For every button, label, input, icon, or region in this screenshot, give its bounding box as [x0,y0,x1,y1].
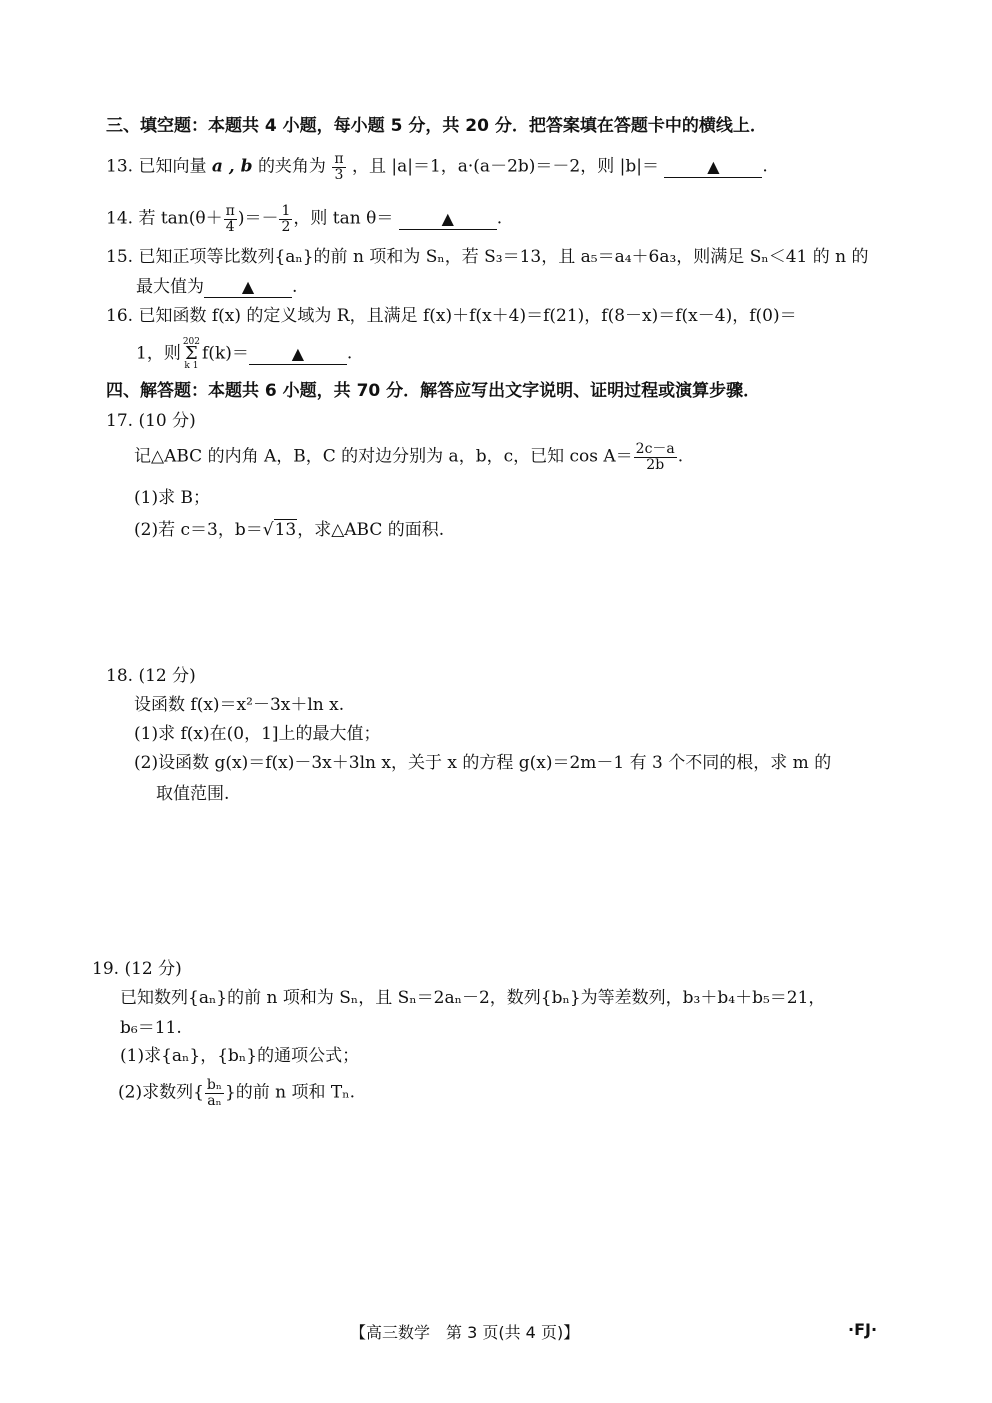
question-18-head: 18. (12 分) [106,666,196,686]
q14-fraction-1 [224,204,237,234]
q17-p2-post: ，求△ABC 的面积. [297,520,445,540]
q14-frac2-num: 1 [281,203,291,219]
q13-frac-num: π [334,151,344,167]
sqrt-icon: √13 [262,520,297,540]
q13-vars: a , b [211,156,253,177]
triangle-icon: ▲ [441,208,454,228]
question-17-stem [134,442,683,472]
q16-line2-prefix: 1，则 [136,343,181,364]
question-15-line-2 [136,277,297,298]
q14-frac1-num: π [225,203,235,219]
triangle-icon: ▲ [707,156,720,176]
q13-mid: 的夹角为 [257,156,326,177]
q19-fraction [205,1078,224,1108]
q16-summation [183,338,200,370]
question-17-head: 17. (10 分) [106,411,196,431]
q19-frac-den: aₙ [207,1092,222,1109]
q14-answer-blank[interactable] [399,209,497,230]
q17-p2-prefix: (2)若 c＝3，b＝ [134,520,263,540]
question-19-stem-line-1: 已知数列{aₙ}的前 n 项和为 Sₙ，且 Sₙ＝2aₙ－2，数列{bₙ}为等差数列，b₃＋b₄＋b₅＝21， [120,988,826,1008]
sigma-icon: Σ [185,343,198,365]
question-18-part-2-line-2: 取值范围. [156,784,230,804]
q14-post: ，则 tan θ＝ [293,208,394,229]
question-19-part-2 [118,1078,355,1108]
q19-p2-post: }的前 n 项和 Tₙ. [224,1082,356,1103]
footer-tag: ·FJ· [848,1320,878,1339]
q17-fraction [634,442,677,472]
question-15-line-1: 15. 已知正项等比数列{aₙ}的前 n 项和为 Sₙ，若 S₃＝13，且 a₅＝a₄＋6a₃，则满足 Sₙ＜41 的 n 的 [106,247,869,267]
sum-lower-limit: k 1 [184,361,199,372]
q14-prefix: 14. 若 tan(θ＋ [106,208,223,229]
question-13 [106,152,768,182]
q16-line2-mid: f(k)＝ [202,343,249,364]
question-16-line-1: 16. 已知函数 f(x) 的定义域为 R，且满足 f(x)＋f(x＋4)＝f(21)，f(8－x)＝f(x－4)，f(0)＝ [106,306,797,326]
q15-answer-blank[interactable] [204,277,292,298]
q17-frac-num: 2c－a [635,441,675,457]
q17-frac-den: 2b [646,456,665,473]
question-19-part-1: (1)求{aₙ}，{bₙ}的通项公式； [120,1046,360,1066]
triangle-icon: ▲ [241,277,255,296]
question-19-stem-line-2: b₆＝11. [120,1018,182,1038]
q17-stem-prefix: 记△ABC 的内角 A，B，C 的对边分别为 a，b，c，已知 cos A＝ [134,446,633,467]
q19-p2-prefix: (2)求数列{ [118,1082,204,1103]
q16-end: . [346,343,353,364]
q13-post: ，且 |a|＝1，a·(a－2b)＝－2，则 |b|＝ [351,156,659,177]
question-19-head: 19. (12 分) [92,959,182,979]
q14-frac2-den: 2 [281,218,291,235]
q16-answer-blank[interactable] [249,344,347,365]
question-17-part-2 [134,520,444,540]
q17-radicand: 13 [274,520,297,540]
sum-upper-limit: 202 [182,337,201,347]
q13-prefix: 13. 已知向量 [106,156,207,177]
q14-mid: )＝－ [237,208,279,229]
question-17-part-1: (1)求 B； [134,488,210,508]
q14-end: . [496,208,503,229]
question-16-line-2 [136,338,352,370]
q19-frac-num: bₙ [206,1077,222,1093]
question-14 [106,204,502,234]
q14-frac1-den: 4 [225,218,235,235]
section-3-header: 三、填空题：本题共 4 小题，每小题 5 分，共 20 分．把答案填在答题卡中的横线上． [106,116,767,136]
q13-fraction [332,152,345,182]
q13-answer-blank[interactable] [664,157,762,178]
question-18-part-2-line-1: (2)设函数 g(x)＝f(x)－3x＋3ln x，关于 x 的方程 g(x)＝2m－1 有 3 个不同的根，求 m 的 [134,753,832,773]
section-4-header: 四、解答题：本题共 6 小题，共 70 分．解答应写出文字说明、证明过程或演算步骤． [106,381,761,401]
page-footer: 【高三数学 第 3 页(共 4 页)】 [350,1323,580,1342]
question-18-part-1: (1)求 f(x)在(0，1]上的最大值； [134,724,381,744]
q17-stem-end: . [677,446,684,467]
q15-end: . [292,277,298,297]
q13-frac-den: 3 [334,166,344,183]
q13-end: . [762,156,768,177]
q15-line2-prefix: 最大值为 [136,277,204,297]
q14-fraction-2 [279,204,292,234]
question-18-stem: 设函数 f(x)＝x²－3x＋ln x. [134,695,345,715]
triangle-icon: ▲ [291,343,305,363]
